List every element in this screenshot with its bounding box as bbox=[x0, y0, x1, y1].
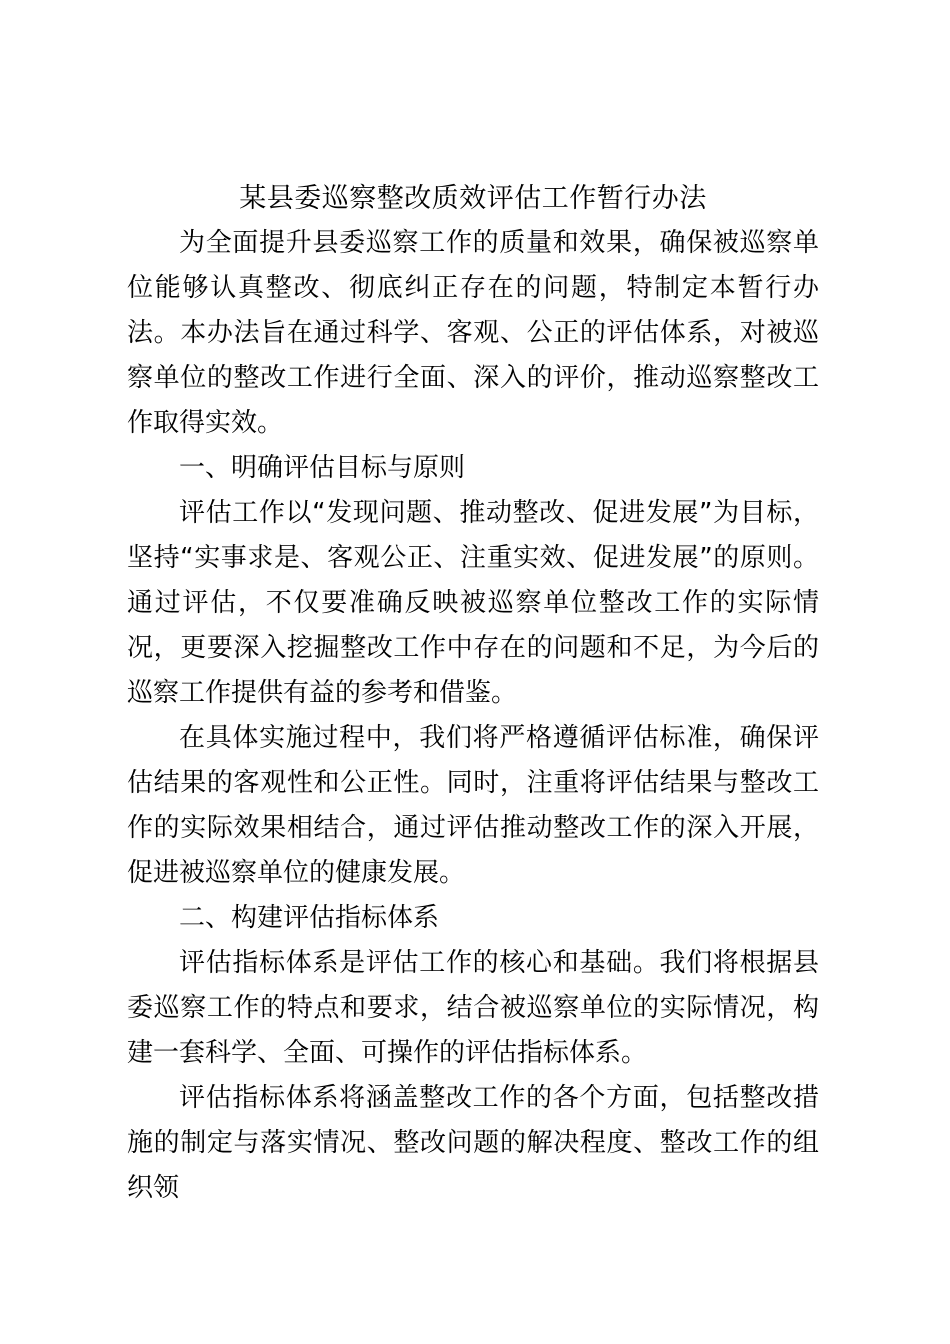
paragraph-goals: 评估工作以“发现问题、推动整改、促进发展”为目标，坚持“实事求是、客观公正、注重实效、促进发展”的原则。通过评估，不仅要准确反映被巡察单位整改工作的实际情况，更要深入挖掘整改工作中存在的问题和不足，为今后的巡察工作提供有益的参考和借鉴。 bbox=[127, 498, 819, 708]
section-heading-2: 二、构建评估指标体系 bbox=[179, 903, 440, 933]
section-heading-1: 一、明确评估目标与原则 bbox=[179, 453, 466, 483]
document-title: 某县委巡察整改质效评估工作暂行办法 bbox=[239, 183, 707, 214]
document-page bbox=[127, 176, 819, 1211]
intro-paragraph: 为全面提升县委巡察工作的质量和效果，确保被巡察单位能够认真整改、彻底纠正存在的问题，特制定本暂行办法。本办法旨在通过科学、客观、公正的评估体系，对被巡察单位的整改工作进行全面、深入的评价，推动巡察整改工作取得实效。 bbox=[127, 228, 819, 438]
paragraph-indicator-system: 评估指标体系是评估工作的核心和基础。我们将根据县委巡察工作的特点和要求，结合被巡察单位的实际情况，构建一套科学、全面、可操作的评估指标体系。 bbox=[127, 948, 819, 1068]
paragraph-indicator-scope: 评估指标体系将涵盖整改工作的各个方面，包括整改措施的制定与落实情况、整改问题的解决程度、整改工作的组织领 bbox=[127, 1083, 819, 1203]
paragraph-implementation: 在具体实施过程中，我们将严格遵循评估标准，确保评估结果的客观性和公正性。同时，注重将评估结果与整改工作的实际效果相结合，通过评估推动整改工作的深入开展，促进被巡察单位的健康发展。 bbox=[127, 723, 819, 888]
